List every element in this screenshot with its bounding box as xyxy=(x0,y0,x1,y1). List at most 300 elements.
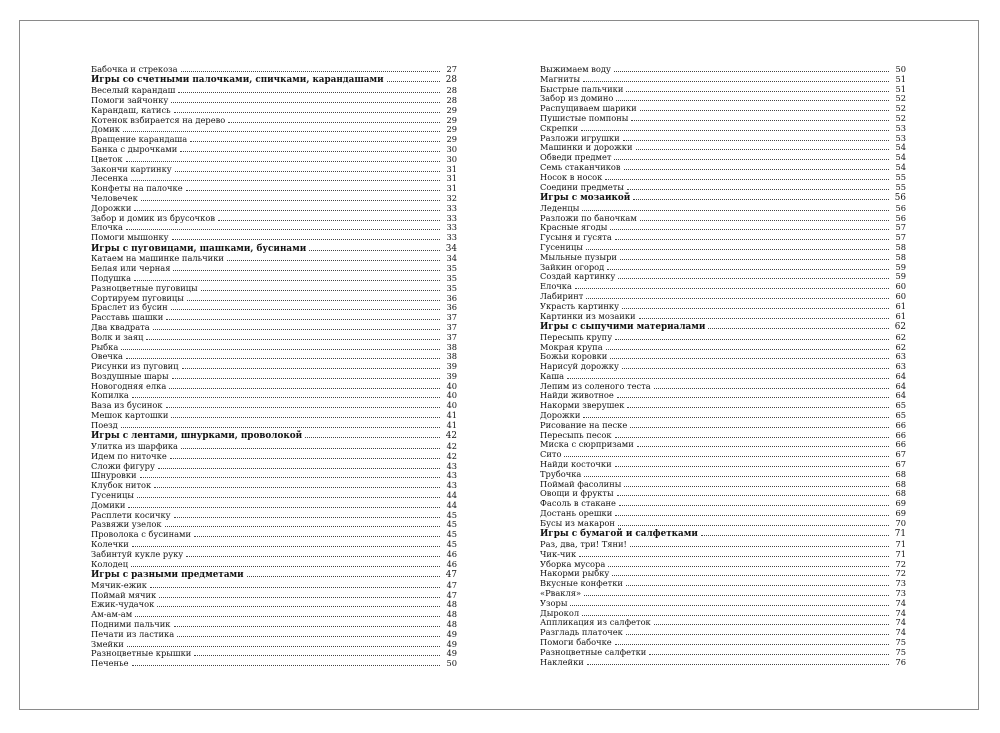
toc-page-number: 39 xyxy=(446,370,457,381)
toc-entry-title: Карандаш, катись xyxy=(91,104,171,115)
toc-page-number: 43 xyxy=(446,470,457,481)
toc-page-number: 65 xyxy=(895,400,906,411)
toc-page-number: 28 xyxy=(446,94,457,105)
dot-leader xyxy=(584,595,889,596)
toc-entry-title: Гусеницы xyxy=(540,241,583,252)
toc-page-number: 75 xyxy=(895,637,906,647)
toc-entry-title: Овощи и фрукты xyxy=(540,488,614,499)
dot-leader xyxy=(624,169,889,170)
toc-entry-title: Игры со счетными палочками, спичками, карандашами xyxy=(91,75,384,86)
dot-leader xyxy=(608,566,889,567)
toc-entry-title: Гусеницы xyxy=(91,490,134,501)
toc-entry-title: Клубок ниток xyxy=(91,480,152,491)
toc-page-number: 56 xyxy=(895,212,906,223)
toc-page-number: 67 xyxy=(895,459,906,470)
toc-page-number: 46 xyxy=(446,548,457,559)
toc-page-number: 62 xyxy=(895,331,906,342)
toc-entry xyxy=(91,184,457,194)
dot-leader xyxy=(582,615,889,616)
toc-entry xyxy=(540,401,906,411)
toc-entry-title: Цветок xyxy=(91,153,123,164)
toc-entry xyxy=(91,481,457,491)
dot-leader xyxy=(166,319,440,320)
toc-entry xyxy=(91,233,457,243)
toc-page-number: 61 xyxy=(895,300,906,311)
toc-page-number: 60 xyxy=(895,290,906,301)
toc-entry-title: Каша xyxy=(540,370,565,381)
dot-leader xyxy=(615,515,889,516)
dot-leader xyxy=(169,388,440,389)
toc-entry-title: Разложи игрушки xyxy=(540,132,620,143)
toc-entry-title: Ваза из бусинок xyxy=(91,400,163,411)
toc-entry-title: Разложи по баночкам xyxy=(540,212,637,223)
dot-leader xyxy=(626,634,889,635)
toc-page-number: 33 xyxy=(446,212,457,223)
toc-entry-title: Веселый карандаш xyxy=(91,85,176,96)
toc-page-number: 63 xyxy=(895,351,906,362)
toc-entry-title: Воздушные шары xyxy=(91,370,169,381)
toc-entry-title: Мокрая крупа xyxy=(540,341,603,352)
dot-leader xyxy=(126,161,440,162)
toc-page-number: 64 xyxy=(895,370,906,381)
toc-page-number: 52 xyxy=(895,112,906,123)
toc-page-number: 66 xyxy=(895,429,906,440)
toc-entry-title: Домики xyxy=(91,499,126,510)
dot-leader xyxy=(171,417,440,418)
toc-page-number: 76 xyxy=(895,656,906,667)
toc-entry-title: Мячик-ежик xyxy=(91,579,147,590)
toc-entry-title: Сито xyxy=(540,449,562,460)
dot-leader xyxy=(140,477,440,478)
toc-entry xyxy=(540,519,906,529)
toc-entry-title: Колечки xyxy=(91,539,129,550)
toc-page-number: 42 xyxy=(446,441,457,452)
toc-entry-title: Достань орешки xyxy=(540,508,613,519)
dot-leader xyxy=(627,407,889,408)
dot-leader xyxy=(649,654,889,655)
dot-leader xyxy=(309,250,440,251)
dot-leader xyxy=(586,249,889,250)
toc-entry-title: Пересыпь крупу xyxy=(540,331,613,342)
toc-entry-title: Бабочка и стрекоза xyxy=(91,64,178,74)
toc-entry-title: Трубочка xyxy=(540,468,582,479)
toc-page-number: 36 xyxy=(446,292,457,303)
toc-page-number: 50 xyxy=(446,658,457,669)
toc-page-number: 73 xyxy=(895,588,906,599)
dot-leader xyxy=(158,468,440,469)
toc-entry-title: Чик-чик xyxy=(540,548,577,559)
toc-page-number: 45 xyxy=(446,509,457,520)
toc-entry-title: Овечка xyxy=(91,351,124,362)
toc-page-number: 42 xyxy=(445,431,457,442)
toc-page-number: 66 xyxy=(895,419,906,430)
dot-leader xyxy=(194,536,440,537)
dot-leader xyxy=(177,636,440,637)
dot-leader xyxy=(640,110,889,111)
toc-entry xyxy=(91,630,457,640)
toc-page-number: 32 xyxy=(446,192,457,203)
toc-page-number: 73 xyxy=(895,578,906,589)
toc-entry-title: Быстрые пальчики xyxy=(540,83,624,94)
toc-page-number: 38 xyxy=(446,341,457,352)
toc-entry xyxy=(91,343,457,353)
toc-page-number: 31 xyxy=(446,183,457,194)
dot-leader xyxy=(181,71,440,72)
dot-leader xyxy=(708,328,889,329)
dot-leader xyxy=(171,102,440,103)
toc-entry-title: Два квадрата xyxy=(91,321,150,332)
dot-leader xyxy=(614,159,889,160)
toc-entry-title: Змейки xyxy=(91,638,124,649)
toc-page-number: 75 xyxy=(895,646,906,657)
dot-leader xyxy=(123,131,440,132)
dot-leader xyxy=(623,140,889,141)
dot-leader xyxy=(616,100,889,101)
toc-page-number: 70 xyxy=(895,517,906,528)
dot-leader xyxy=(146,339,440,340)
toc-entry-title: Елочка xyxy=(540,281,572,292)
dot-leader xyxy=(567,378,889,379)
toc-page-number: 61 xyxy=(895,310,906,321)
dot-leader xyxy=(135,616,440,617)
toc-page-number: 35 xyxy=(446,263,457,274)
toc-entry-title: Браслет из бусин xyxy=(91,302,168,313)
toc-page-number: 59 xyxy=(895,271,906,282)
toc-entry-title: Печати из ластика xyxy=(91,628,175,639)
toc-entry-title: Идем по ниточке xyxy=(91,450,167,461)
toc-entry-title: Лепим из соленого теста xyxy=(540,380,651,391)
toc-entry-title: Конфеты на палочке xyxy=(91,183,183,194)
dot-leader xyxy=(218,220,440,221)
dot-leader xyxy=(127,646,440,647)
toc-page-number: 56 xyxy=(894,192,906,203)
dot-leader xyxy=(587,664,889,665)
toc-entry-title: Игры с бумагой и салфетками xyxy=(540,529,698,540)
toc-page-number: 41 xyxy=(446,419,457,430)
dot-leader xyxy=(564,456,889,457)
toc-entry-title: Котенок взбирается на дерево xyxy=(91,114,226,125)
toc-page-number: 58 xyxy=(895,241,906,252)
toc-entry xyxy=(540,658,906,668)
toc-entry xyxy=(540,65,906,75)
dot-leader xyxy=(624,486,889,487)
toc-entry-title: Банка с дырочками xyxy=(91,143,178,154)
dot-leader xyxy=(166,407,440,408)
dot-leader xyxy=(178,92,440,93)
toc-page-number: 60 xyxy=(895,281,906,292)
dot-leader xyxy=(626,91,889,92)
toc-entry xyxy=(540,460,906,470)
toc-entry xyxy=(540,440,906,450)
dot-leader xyxy=(615,339,889,340)
toc-page-number: 55 xyxy=(895,171,906,182)
toc-entry-title: Соедини предметы xyxy=(540,181,625,192)
toc-entry-title: Создай картинку xyxy=(540,271,616,282)
toc-page-number: 52 xyxy=(895,93,906,104)
dot-leader xyxy=(141,200,440,201)
toc-entry-title: Накорми зверушек xyxy=(540,400,625,411)
dot-leader xyxy=(171,309,440,310)
toc-entry xyxy=(540,589,906,599)
toc-page-number: 42 xyxy=(446,450,457,461)
toc-entry-title: Рыбка xyxy=(91,341,119,352)
dot-leader xyxy=(607,269,889,270)
toc-page-number: 54 xyxy=(895,142,906,153)
toc-entry-title: Раз, два, три! Тяни! xyxy=(540,539,627,550)
toc-page-number: 34 xyxy=(446,253,457,264)
dot-leader xyxy=(305,437,440,438)
toc-entry-title: Сортируем пуговицы xyxy=(91,292,184,303)
dot-leader xyxy=(615,466,889,467)
toc-entry xyxy=(91,145,457,155)
toc-page-number: 28 xyxy=(445,75,457,86)
toc-entry-title: Катаем на машинке пальчики xyxy=(91,253,224,264)
dot-leader xyxy=(701,535,889,536)
toc-entry-title: Копилка xyxy=(91,390,129,401)
toc-page-number: 34 xyxy=(445,243,457,254)
toc-entry-title: Белая или черная xyxy=(91,263,171,274)
toc-page-number: 51 xyxy=(895,73,906,84)
toc-page-number: 50 xyxy=(895,64,906,74)
toc-page-number: 45 xyxy=(446,519,457,530)
dot-leader xyxy=(619,505,889,506)
dot-leader xyxy=(182,368,440,369)
toc-entry-title: Лабиринт xyxy=(540,290,584,301)
toc-entry-title: Мешок картошки xyxy=(91,410,169,421)
toc-entry-title: Пушистые помпоны xyxy=(540,112,629,123)
toc-entry-title: Ежик-чудачок xyxy=(91,599,155,610)
toc-page-number: 45 xyxy=(446,539,457,550)
toc-page-number: 40 xyxy=(446,400,457,411)
toc-entry-title: Машинки и дорожки xyxy=(540,142,633,153)
toc-entry xyxy=(540,579,906,589)
toc-entry xyxy=(91,491,457,501)
toc-page-number: 29 xyxy=(446,124,457,135)
toc-page-number: 37 xyxy=(446,312,457,323)
dot-leader xyxy=(615,239,889,240)
toc-entry xyxy=(540,312,906,322)
toc-page-number: 64 xyxy=(895,380,906,391)
right-page-toc xyxy=(540,65,906,667)
toc-entry-title: Шнуровки xyxy=(91,470,137,481)
dot-leader xyxy=(640,220,889,221)
dot-leader xyxy=(187,300,440,301)
toc-entry xyxy=(540,272,906,282)
dot-leader xyxy=(159,597,440,598)
toc-entry-title: Миска с сюрпризами xyxy=(540,439,634,450)
toc-entry-title: Лесенка xyxy=(91,173,129,184)
toc-page-number: 29 xyxy=(446,104,457,115)
toc-entry xyxy=(540,114,906,124)
dot-leader xyxy=(622,368,889,369)
dot-leader xyxy=(610,358,889,359)
dot-leader xyxy=(172,239,440,240)
toc-entry-title: Проволока с бусинами xyxy=(91,529,192,540)
toc-page-number: 43 xyxy=(446,480,457,491)
dot-leader xyxy=(584,476,889,477)
toc-entry xyxy=(91,214,457,224)
toc-entry-title: Узоры xyxy=(540,597,568,608)
toc-entry-title: Колодец xyxy=(91,558,129,569)
dot-leader xyxy=(165,526,440,527)
toc-page-number: 68 xyxy=(895,488,906,499)
toc-page-number: 44 xyxy=(446,499,457,510)
dot-leader xyxy=(132,665,441,666)
toc-entry-title: Скрепки xyxy=(540,122,579,133)
toc-page-number: 66 xyxy=(895,439,906,450)
toc-page-number: 74 xyxy=(895,597,906,608)
toc-entry xyxy=(540,282,906,292)
toc-page-number: 74 xyxy=(895,617,906,628)
toc-page-number: 45 xyxy=(446,529,457,540)
toc-entry-title: Забор из домино xyxy=(540,93,614,104)
toc-entry-title: Разноцветные салфетки xyxy=(540,646,647,657)
toc-page-number: 29 xyxy=(446,114,457,125)
toc-entry xyxy=(91,550,457,560)
toc-page-number: 49 xyxy=(446,648,457,659)
toc-entry xyxy=(91,333,457,343)
dot-leader xyxy=(387,81,440,82)
toc-entry-title: Нарисуй дорожку xyxy=(540,361,619,372)
toc-entry-title: Божьи коровки xyxy=(540,351,608,362)
dot-leader xyxy=(614,71,889,72)
toc-page-number: 65 xyxy=(895,410,906,421)
toc-entry-title: Игры с разными предметами xyxy=(91,570,244,581)
toc-entry-title: Магниты xyxy=(540,73,581,84)
toc-entry-title: «Рвакля» xyxy=(540,588,582,599)
dot-leader xyxy=(137,497,440,498)
dot-leader xyxy=(579,556,889,557)
dot-leader xyxy=(186,556,440,557)
toc-entry-title: Выжимаем воду xyxy=(540,64,611,74)
toc-page-number: 31 xyxy=(446,173,457,184)
dot-leader xyxy=(630,546,889,547)
toc-page-number: 33 xyxy=(446,202,457,213)
toc-page-number: 30 xyxy=(446,153,457,164)
toc-page-number: 47 xyxy=(446,589,457,600)
toc-entry xyxy=(91,560,457,570)
dot-leader xyxy=(627,189,889,190)
toc-entry xyxy=(540,362,906,372)
dot-leader xyxy=(617,397,889,398)
toc-page-number: 59 xyxy=(895,261,906,272)
toc-page-number: 29 xyxy=(446,134,457,145)
dot-leader xyxy=(157,606,440,607)
toc-entry xyxy=(91,323,457,333)
toc-page-number: 31 xyxy=(446,163,457,174)
toc-page-number: 52 xyxy=(895,103,906,114)
toc-entry xyxy=(540,540,906,550)
dot-leader xyxy=(583,81,889,82)
dot-leader xyxy=(132,546,440,547)
dot-leader xyxy=(615,644,889,645)
toc-page-number: 74 xyxy=(895,627,906,638)
toc-entry xyxy=(91,382,457,392)
dot-leader xyxy=(581,130,889,131)
dot-leader xyxy=(575,288,889,289)
toc-entry-title: Гусыня и гусята xyxy=(540,232,612,243)
toc-entry-title: Картинки из мозаики xyxy=(540,310,636,321)
toc-entry-title: Забор и домик из брусочков xyxy=(91,212,215,223)
dot-leader xyxy=(622,308,889,309)
toc-entry-title: Закончи картинку xyxy=(91,163,172,174)
dot-leader xyxy=(637,446,889,447)
toc-entry-title: Мыльные пузыри xyxy=(540,251,617,262)
dot-leader xyxy=(181,448,440,449)
dot-leader xyxy=(121,349,440,350)
toc-page-number: 57 xyxy=(895,232,906,243)
toc-entry-title: Фасоль в стакане xyxy=(540,498,616,509)
dot-leader xyxy=(583,417,889,418)
dot-leader xyxy=(154,487,440,488)
toc-entry-title: Семь стаканчиков xyxy=(540,161,621,172)
toc-page-number: 47 xyxy=(445,570,457,581)
dot-leader xyxy=(570,605,889,606)
dot-leader xyxy=(132,397,440,398)
toc-entry-title: Распущиваем шарики xyxy=(540,103,637,114)
dot-leader xyxy=(630,427,889,428)
toc-page-number: 49 xyxy=(446,638,457,649)
toc-entry-title: Поймай фасолины xyxy=(540,478,622,489)
toc-entry-title: Игры с пуговицами, шашками, бусинами xyxy=(91,243,307,254)
toc-entry-title: Рисунки из пуговиц xyxy=(91,361,179,372)
toc-page-number: 47 xyxy=(446,579,457,590)
toc-entry-title: Игры с лентами, шнурками, проволокой xyxy=(91,431,303,442)
dot-leader xyxy=(606,349,889,350)
toc-entry-title: Волк и заяц xyxy=(91,331,144,342)
toc-entry-title: Зайкин огород xyxy=(540,261,605,272)
toc-page-number: 33 xyxy=(446,232,457,243)
toc-entry-title: Уборка мусора xyxy=(540,558,606,569)
toc-page-number: 39 xyxy=(446,361,457,372)
toc-entry-title: Наклейки xyxy=(540,656,584,667)
toc-page-number: 35 xyxy=(446,282,457,293)
toc-entry-title: Сложи фигуру xyxy=(91,460,155,471)
dot-leader xyxy=(654,624,889,625)
toc-page-number: 71 xyxy=(895,539,906,550)
toc-entry-title: Найди косточки xyxy=(540,459,612,470)
dot-leader xyxy=(174,626,441,627)
toc-page-number: 68 xyxy=(895,478,906,489)
dot-leader xyxy=(150,587,440,588)
dot-leader xyxy=(617,495,889,496)
dot-leader xyxy=(227,260,440,261)
toc-entry xyxy=(91,116,457,126)
toc-entry-title: Пересыпь песок xyxy=(540,429,612,440)
toc-entry-title: Поймай мячик xyxy=(91,589,157,600)
toc-entry-title: Дорожки xyxy=(91,202,132,213)
dot-leader xyxy=(615,437,889,438)
toc-entry xyxy=(540,648,906,658)
toc-page-number: 62 xyxy=(894,321,906,332)
dot-leader xyxy=(170,458,440,459)
book-spread xyxy=(19,20,979,710)
toc-entry-title: Подушка xyxy=(91,272,132,283)
toc-page-number: 44 xyxy=(446,490,457,501)
dot-leader xyxy=(134,280,440,281)
toc-page-number: 40 xyxy=(446,390,457,401)
toc-entry xyxy=(91,649,457,659)
dot-leader xyxy=(610,229,889,230)
dot-leader xyxy=(618,525,889,526)
toc-entry-title: Забинтуй кукле руку xyxy=(91,548,184,559)
toc-page-number: 67 xyxy=(895,449,906,460)
toc-page-number: 48 xyxy=(446,599,457,610)
toc-entry-title: Помоги зайчонку xyxy=(91,94,169,105)
toc-page-number: 54 xyxy=(895,152,906,163)
dot-leader xyxy=(131,566,440,567)
toc-entry xyxy=(540,183,906,193)
